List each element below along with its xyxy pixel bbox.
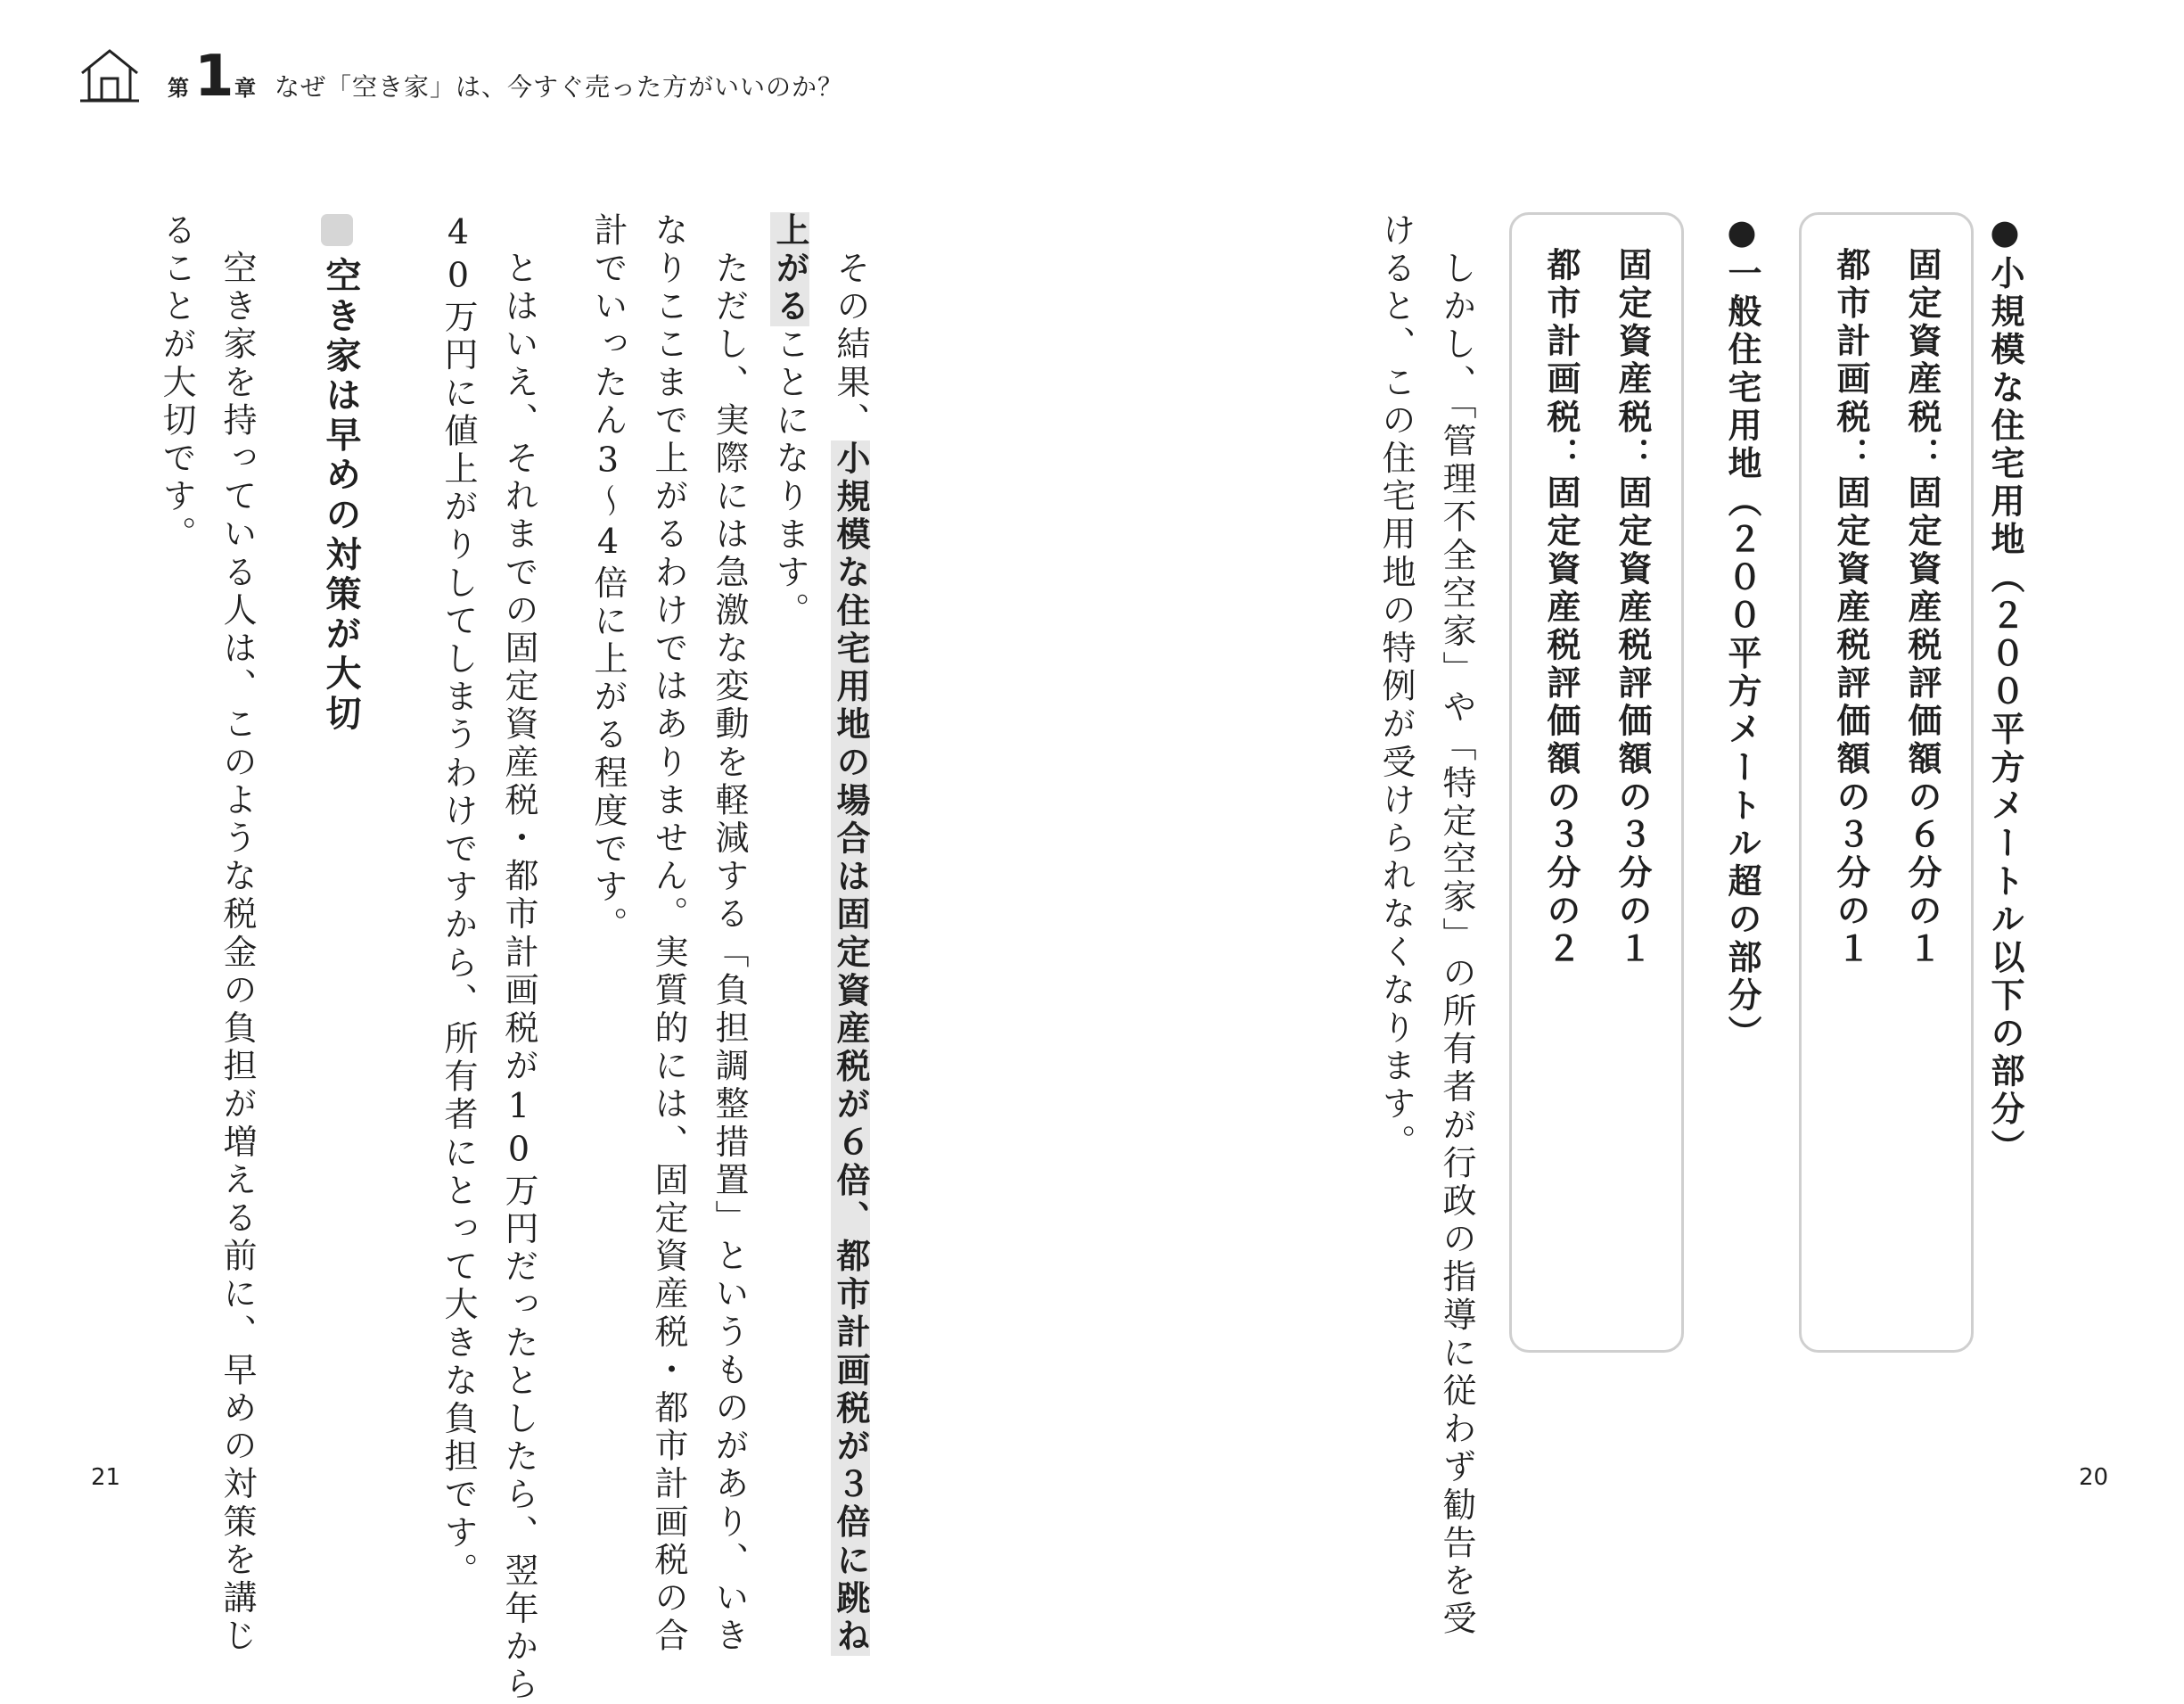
paragraph-line: ただし、実際には急激な変動を軽減する「負担調整措置」というものがあり、いき xyxy=(710,212,749,1656)
paragraph-line: とはいえ、それまでの固定資産税・都市計画税が10万円だったとしたら、翌年から xyxy=(499,212,538,1704)
section-heading: 空き家は早めの対策が大切 xyxy=(320,257,361,735)
chapter-suffix: 章 xyxy=(234,76,256,101)
chapter-title: なぜ「空き家」は、今すぐ売った方がいいのか？ xyxy=(275,72,844,102)
text-span: その結果、 xyxy=(831,212,870,440)
paragraph-line: ることが大切です。 xyxy=(157,212,196,555)
highlight-text: 小規模な住宅用地の場合は固定資産税が６倍、都市計画税が３倍に跳ね xyxy=(831,440,870,1656)
box-small-line-1: 固定資産税：固定資産税評価額の６分の１ xyxy=(1902,247,1942,969)
paragraph-line: 計でいったん3～4倍に上がる程度です。 xyxy=(588,212,628,945)
paragraph-line xyxy=(820,212,881,1656)
paragraph-line: 空き家を持っている人は、このような税金の負担が増える前に、早めの対策を講じ xyxy=(218,212,257,1656)
paragraph-line: なりここまで上がるわけではありません。実質的には、固定資産税・都市計画税の合 xyxy=(649,212,688,1656)
paragraph-line: 40万円に値上がりしてしまうわけですから、所有者にとって大きな負担です。 xyxy=(439,212,478,1591)
paragraph-line: しかし、「管理不全空家」や「特定空家」の所有者が行政の指導に従わず勧告を受 xyxy=(1437,212,1476,1639)
paragraph-line xyxy=(759,212,820,630)
page-number-right: 20 xyxy=(2079,1464,2109,1491)
house-icon xyxy=(78,46,141,103)
heading-small-residential: ●小規模な住宅用地（２００平方メートル以下の部分） xyxy=(1985,212,2024,1167)
section-heading-marker xyxy=(321,214,353,246)
chapter-number: 1 xyxy=(194,44,234,110)
box-general-line-1: 固定資産税：固定資産税評価額の３分の１ xyxy=(1613,247,1652,969)
box-general-line-2: 都市計画税：固定資産税評価額の３分の２ xyxy=(1541,247,1581,969)
page-number-left: 21 xyxy=(91,1464,121,1491)
box-small-line-2: 都市計画税：固定資産税評価額の３分の１ xyxy=(1831,247,1870,969)
tax-box-general xyxy=(1509,212,1684,1353)
chapter-prefix: 第 xyxy=(168,76,189,101)
tax-box-small xyxy=(1799,212,1974,1353)
highlight-text: 上がる xyxy=(770,212,809,326)
text-span: ことになります。 xyxy=(770,325,809,630)
heading-general-residential: ●一般住宅用地（２００平方メートル超の部分） xyxy=(1722,212,1761,1054)
paragraph-line: けると、この住宅用地の特例が受けられなくなります。 xyxy=(1376,212,1416,1162)
